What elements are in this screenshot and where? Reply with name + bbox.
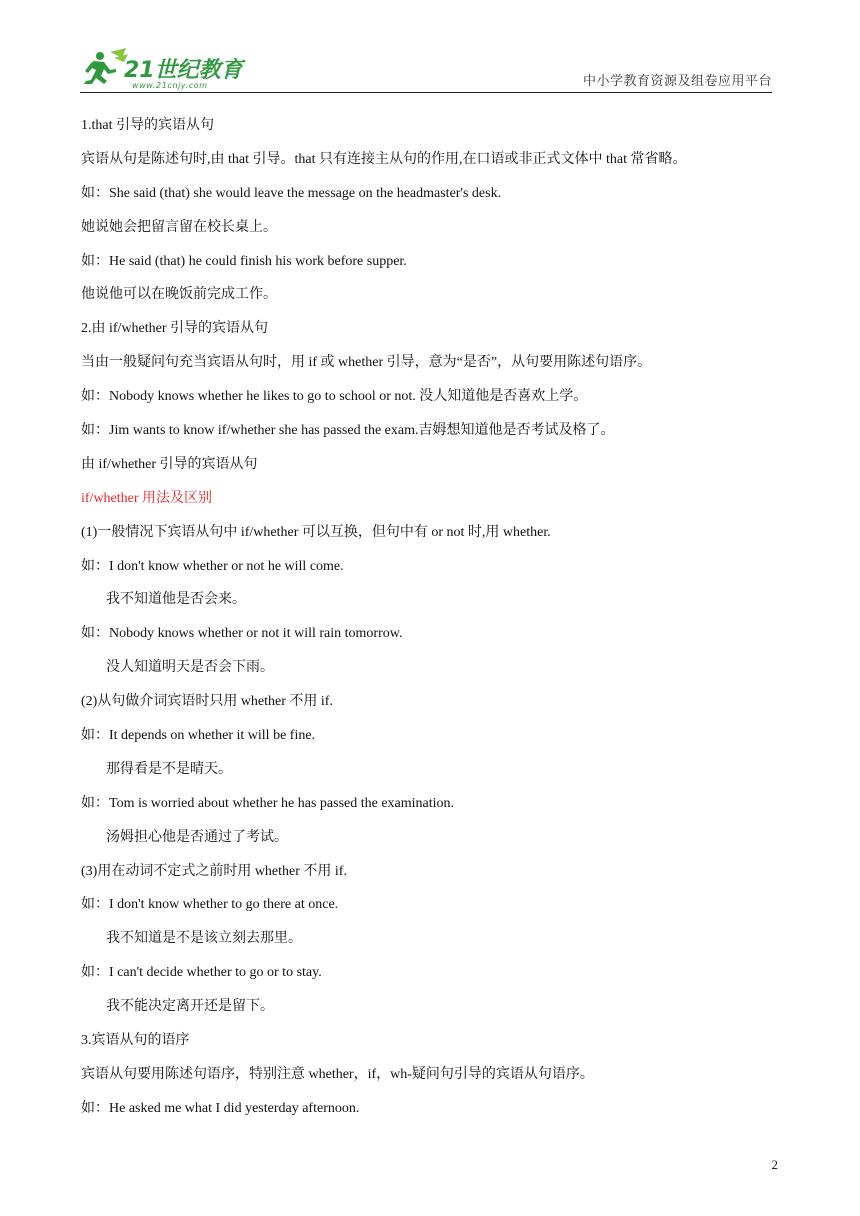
text-line: 如：He asked me what I did yesterday afternoon. [81, 1100, 360, 1116]
text-line: 她说她会把留言留在校长桌上。 [81, 219, 277, 235]
text-line: 宾语从句是陈述句时,由 that 引导。that 只有连接主从句的作用,在口语或非正式文体中 that 常省略。 [81, 151, 687, 167]
logo-text: 21世纪教育 [124, 58, 243, 83]
text-line: (1)一般情况下宾语从句中 if/whether 可以互换，但句中有 or not 时,用 whether. [81, 524, 551, 540]
logo-url: www.21cnjy.com [132, 81, 208, 90]
text-line: 2.由 if/whether 引导的宾语从句 [81, 321, 269, 337]
text-line: 如：He said (that) he could finish his work before supper. [81, 253, 407, 269]
text-line: 他说他可以在晚饭前完成工作。 [81, 287, 277, 303]
text-line: 我不知道是不是该立刻去那里。 [106, 931, 302, 947]
text-line: 如：I don't know whether or not he will come. [81, 558, 344, 574]
document-body [81, 117, 781, 1134]
page-header [80, 44, 772, 93]
text-line: 我不知道他是否会来。 [106, 592, 246, 608]
text-line: 由 if/whether 引导的宾语从句 [81, 456, 258, 472]
section-subheading: if/whether 用法及区别 [81, 490, 213, 506]
text-line: 如：I can't decide whether to go or to stay. [81, 965, 322, 981]
text-line: 如：She said (that) she would leave the message on the headmaster's desk. [81, 185, 502, 201]
text-line: 如：Jim wants to know if/whether she has passed the exam.吉姆想知道他是否考试及格了。 [81, 423, 615, 439]
text-line: 如：Tom is worried about whether he has passed the examination. [81, 795, 455, 811]
text-line: (3)用在动词不定式之前时用 whether 不用 if. [81, 863, 347, 879]
text-line: 如：Nobody knows whether or not it will rain tomorrow. [81, 626, 403, 642]
text-line: 汤姆担心他是否通过了考试。 [106, 829, 288, 845]
text-line: 我不能决定离开还是留下。 [106, 999, 274, 1015]
logo-21cnjy [80, 48, 250, 90]
header-platform-text: 中小学教育资源及组卷应用平台 [582, 73, 772, 88]
text-line: 如：I don't know whether to go there at once. [81, 897, 339, 913]
text-line: 当由一般疑问句充当宾语从句时，用 if 或 whether 引导，意为“是否”，从句要用陈述句语序。 [81, 355, 652, 371]
text-line: 没人知道明天是否会下雨。 [106, 660, 274, 676]
text-line: 那得看是不是晴天。 [106, 761, 232, 777]
text-line: 3.宾语从句的语序 [81, 1033, 190, 1049]
text-line: 1.that 引导的宾语从句 [81, 118, 214, 133]
page-number: 2 [771, 1157, 778, 1172]
text-line: 宾语从句要用陈述句语序，特别注意 whether，if，wh-疑问句引导的宾语从句语序。 [81, 1066, 594, 1082]
runner-icon [84, 48, 128, 84]
text-line: 如：Nobody knows whether he likes to go to school or not. 没人知道他是否喜欢上学。 [81, 389, 588, 405]
text-line: (2)从句做介词宾语时只用 whether 不用 if. [81, 694, 333, 710]
text-line: 如：It depends on whether it will be fine. [81, 728, 316, 744]
